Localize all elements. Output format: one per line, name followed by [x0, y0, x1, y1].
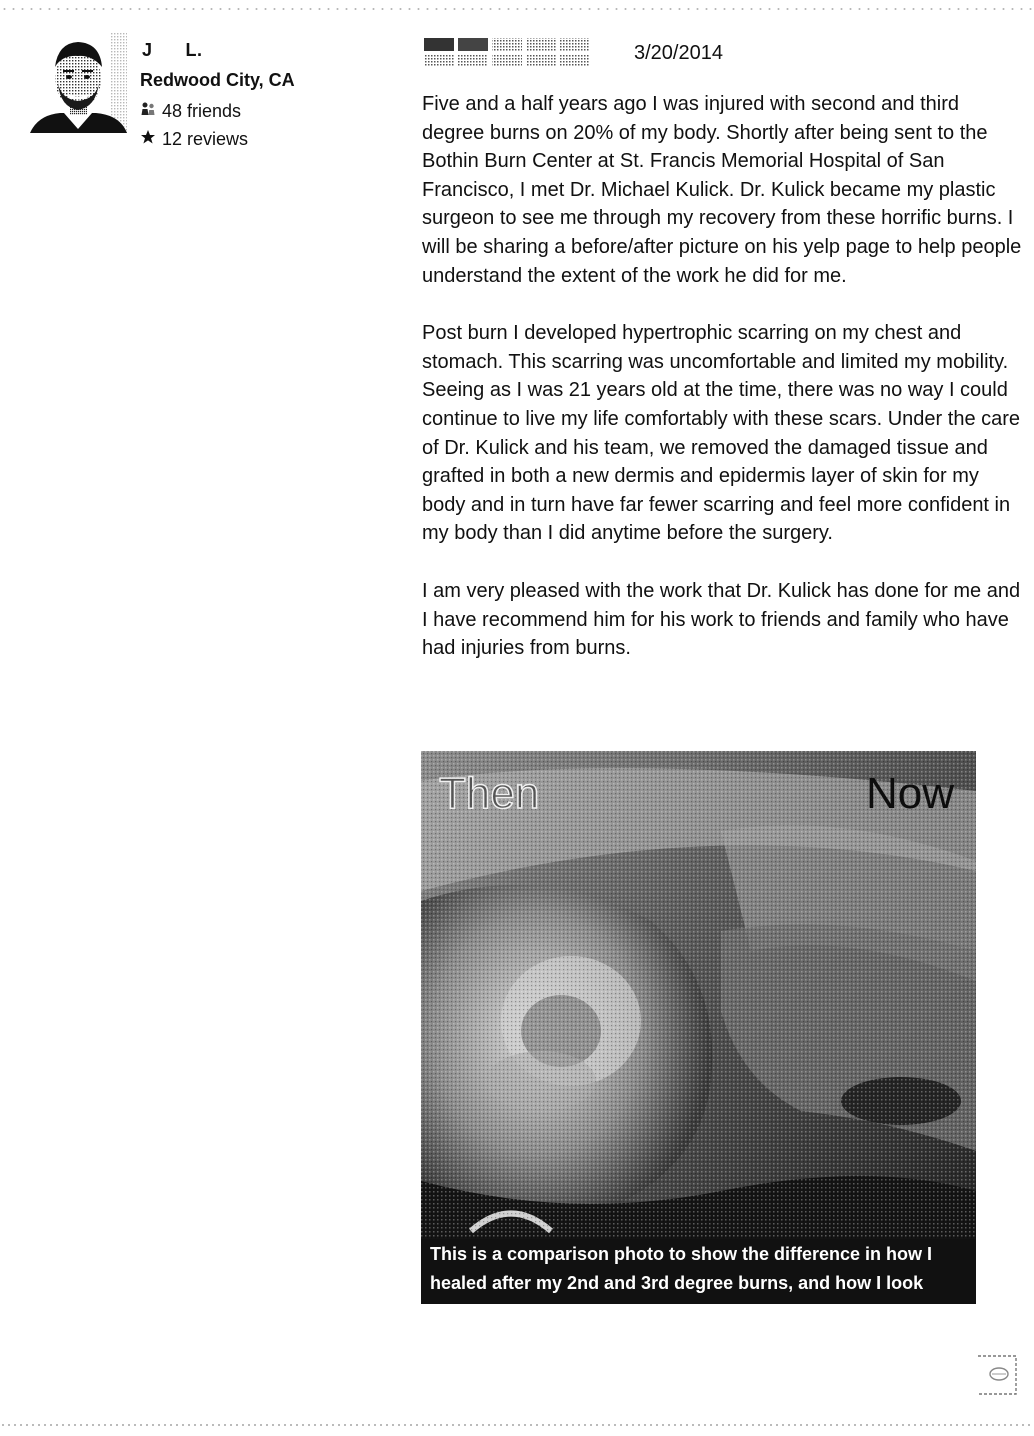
rating-star-icon [560, 38, 590, 67]
friends-stat [140, 97, 400, 125]
rating-star-icon [492, 38, 522, 67]
reviews-stat [140, 125, 400, 153]
photo-label-then: Then [439, 769, 540, 818]
reviewer-location: Redwood City, CA [140, 70, 295, 90]
reviewer-avatar[interactable] [30, 33, 127, 133]
friends-count: 48 friends [162, 100, 242, 121]
reviews-count: 12 reviews [162, 128, 249, 149]
friends-icon [140, 101, 162, 122]
review-paragraph: Five and a half years ago I was injured with second and third degree burns on 20% of my body. Shortly after being sent to the Bothin Burn Center at St. Francis Memorial Hospital of San Francisco, I met Dr. Michael Kulick. Dr. Kulick became my plastic surgeon to see me through my recovery from these horrific burns. I will be sharing a before/after picture on his yelp page to help people understand the extent of the work he did for me. [422, 93, 1022, 287]
rating-star-icon [424, 38, 454, 67]
page-corner-icon [972, 1352, 1020, 1398]
rating-star-icon [458, 38, 488, 67]
star-rating [422, 34, 592, 70]
review-paragraph: I am very pleased with the work that Dr. Kulick has done for me and I have recommend him for his work to friends and family who have had injuries from burns. [422, 579, 1021, 660]
review-date: 3/20/2014 [634, 42, 723, 64]
review-header [420, 30, 1010, 80]
comparison-photo[interactable] [421, 751, 976, 1304]
comparison-photo-image [421, 751, 976, 1304]
scan-artifact-bottom [0, 1424, 1034, 1426]
reviewer-name[interactable]: J L. [142, 40, 203, 60]
rating-star-icon [526, 38, 556, 67]
photo-caption: This is a comparison photo to show the difference in how I healed after my 2nd and 3rd degree burns, and how I look [421, 1239, 976, 1304]
star-icon [140, 129, 162, 150]
reviewer-info [140, 40, 400, 153]
photo-label-now: Now [865, 769, 954, 818]
scan-artifact-top [0, 8, 1034, 10]
review-body [422, 90, 1022, 692]
review-paragraph: Post burn I developed hypertrophic scarring on my chest and stomach. This scarring was uncomfortable and limited my mobility. Seeing as I was 21 years old at the time, there was no way I could continue to live my life comfortably with these scars. Under the care of Dr. Kulick and his team, we removed the damaged tissue and grafted in both a new dermis and epidermis layer of skin for my body and in turn have far fewer scarring and feel more confident in my body than I did anytime before the surgery. [422, 322, 1021, 545]
